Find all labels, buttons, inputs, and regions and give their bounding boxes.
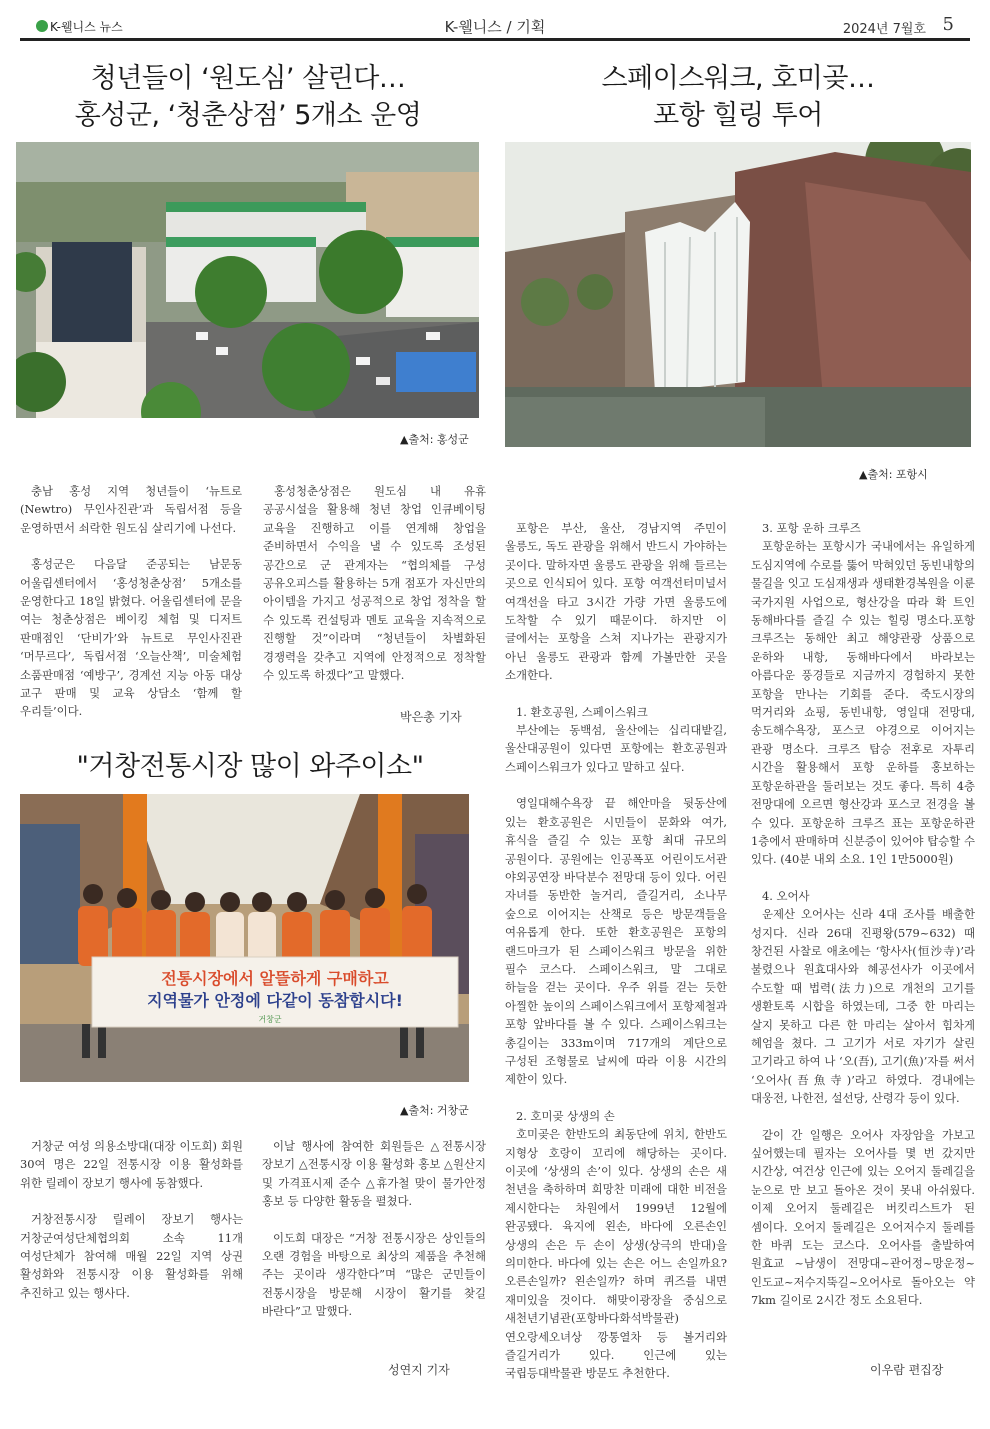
article2-column-2 bbox=[262, 1137, 486, 1321]
paragraph: 영일대해수욕장 끝 해안마을 뒷동산에 있는 환호공원은 시민들이 문화와 여가, 휴식을 즐길 수 있는 포항 최대 규모의 공원이다. 공원에는 인공폭포 어린이도서관 야외공연장 바닥분수 전망대 등이 있다. 어린 자녀를 동반한 놀거리, 즐길거리, 소나무 숲으로 이어지는 산책로 등은 방문객들을 여유롭게 한다. 또한 환호공원은 포항의 랜드마크가 된 스페이스워크 방문을 위한 필수 코스다. 스페이스워크, 말 그대로 하늘을 걷는 곳이다. 우주 위를 걷는 듯한 아찔한 높이의 스페이스워크에서 포항제철과 포항 앞바다를 볼 수 있다. 스페이스워크는 총길이는 333m이며 717개의 계단으로 구성된 조형물로 날씨에 따라 이용 시간의 제한이 있다. bbox=[505, 796, 727, 1087]
page-number: 5 bbox=[942, 14, 954, 35]
article2-title: "거창전통시장 많이 와주이소" bbox=[76, 751, 424, 782]
paragraph: 포항은 부산, 울산, 경남지역 주민이 울릉도, 독도 관광을 위해서 반드시 가야하는 곳이다. 말하자면 울릉도 관광을 위해 들르는 곳으로 인식되어 있다. 포항 여객선터미널서 여객선을 타고 3시간 가량 가면 울릉도에 도착할 수 있기 때문이다. 하지만 이 글에서는 포항을 스쳐 지나가는 관광지가 아닌 울릉도 관광과 함께 가볼만한 곳을 소개한다. bbox=[505, 521, 727, 683]
paragraph: 홍성청춘상점은 원도심 내 유휴 공공시설을 활용해 청년 창업 인큐베이팅 교육을 진행하고 이를 연계해 창업을 준비하면서 수익을 낼 수 있도록 조성된 공간으로 군 관계자는 “협의체를 구성 공유오피스를 활용하는 5개 점포가 자신만의 아이템을 가지고 성공적으로 창업 정착을 할 수 있도록 컨설팅과 멘토 교육을 지속적으로 진행할 것”이라며 “청년들이 차별화된 경쟁력을 갖추고 지역에 안정적으로 정착할 수 있도록 하겠다”고 말했다. bbox=[263, 484, 486, 683]
article1-byline: 박은총 기자 bbox=[400, 710, 462, 724]
article2-photo-credit: ▲출처: 거창군 bbox=[400, 1104, 469, 1117]
article1-title: 청년들이 ‘원도심’ 살린다… 홍성군, ‘청춘상점’ 5개소 운영 bbox=[74, 63, 422, 131]
paragraph: 이도희 대장은 “거창 전통시장은 상인들의 오랜 경험을 바탕으로 최상의 제품을 추천해 주는 곳이라 생각한다”며 “많은 군민들이 전통시장을 방문해 시장이 활기를 찾길 바란다”고 말했다. bbox=[262, 1230, 486, 1319]
subheading: 4. 오어사 bbox=[762, 888, 810, 903]
issue-date: 2024년 7월호 bbox=[842, 22, 926, 37]
banner-line2: 지역물가 안정에 다같이 동참합시다! bbox=[147, 991, 403, 1010]
article1-photo-aerial-building bbox=[16, 142, 479, 418]
header-rule bbox=[20, 38, 970, 41]
section-label: K-웰니스 / 기획 bbox=[444, 18, 546, 36]
article2-photo-market-group bbox=[20, 794, 469, 1082]
article3-photo-credit: ▲출처: 포항시 bbox=[859, 468, 928, 481]
paragraph: 거창군 여성 의용소방대(대장 이도희) 회원 30여 명은 22일 전통시장 이용 활성화를 위한 릴레이 장보기 행사에 동참했다. bbox=[20, 1139, 243, 1190]
article2-byline: 성연지 기자 bbox=[388, 1363, 450, 1377]
subheading: 1. 환호공원, 스페이스워크 bbox=[516, 704, 648, 719]
paragraph: 부산에는 동백섬, 울산에는 십리대밭길, 울산대공원이 있다면 포항에는 환호공원과 스페이스워크가 있다고 말하고 싶다. bbox=[505, 723, 727, 774]
article2-column-1 bbox=[20, 1137, 243, 1302]
paragraph: 거창전통시장 릴레이 장보기 행사는 거창군여성단체협의회 소속 11개 여성단체가 참여해 매월 22일 지역 상권 활성화와 전통시장 이용 활성화를 위해 추진하고 있는 행사다. bbox=[20, 1212, 243, 1300]
article3-title: 스페이스워크, 호미곶… 포항 힐링 투어 bbox=[601, 63, 875, 131]
paragraph: 운제산 오어사는 신라 4대 조사를 배출한 성지다. 신라 26대 진평왕(579~632) 때 창건된 사찰로 애초에는 ‘항사사(恒沙寺)’라 불렸으나 원효대사와 혜공선사가 이곳에서 수도할 때 법력(法力)으로 개천의 고기를 생환토록 시합을 하였는데, 그중 한 마리는 살지 못하고 다른 한 마리는 살아서 힘차게 헤엄을 쳤다. 그 고기가 서로 자기가 살린 고기라고 하여 나 ‘오(吾), 고기(魚)’자를 써서 ‘오어사(吾魚寺)’라고 하였다. 경내에는 대웅전, 나한전, 설선당, 산령각 등이 있다. bbox=[751, 907, 975, 1106]
article1-photo-credit: ▲출처: 홍성군 bbox=[400, 433, 469, 446]
article3-byline: 이우람 편집장 bbox=[870, 1363, 944, 1377]
page-header bbox=[20, 14, 970, 40]
article3-column-1 bbox=[505, 519, 727, 1383]
paragraph: 같이 간 일행은 오어사 자장암을 가보고 싶어했는데 필자는 오어사를 몇 번 갔지만 시간상, 여건상 인근에 있는 오어지 둘레길을 눈으로 만 보고 돌아온 것이 못내 아쉬웠다. 이제 오어지 둘레길은 버킷리스트가 된 셈이다. 오어지 둘레길은 오어저수지 둘레를 한 바퀴 도는 코스다. 오어사를 출발하여 원효교 ~남생이 전망대~관어정~망운정~인도교~저수지뚝길~오어사로 돌아오는 약 7km 길이로 2시간 정도 소요된다. bbox=[751, 1127, 975, 1308]
paragraph: 충남 홍성 지역 청년들이 ‘뉴트로(Newtro) 무인사진관’과 독립서점 등을 운영하면서 쇠락한 원도심 살리기에 나선다. bbox=[20, 484, 242, 535]
subheading: 3. 포항 운하 크루즈 bbox=[762, 521, 861, 535]
paragraph: 이날 행사에 참여한 회원들은 △전통시장 장보기 △전통시장 이용 활성화 홍보 △원산지 및 가격표시제 준수 △휴가철 맞이 물가안정 홍보 등 다양한 활동을 펼쳤다. bbox=[262, 1139, 486, 1209]
subheading: 2. 호미곶 상생의 손 bbox=[516, 1108, 615, 1123]
banner-logo: 거창군 bbox=[258, 1015, 282, 1024]
paragraph: 호미곶은 한반도의 최동단에 위치, 한반도 지형상 호랑이 꼬리에 해당하는 곳이다. 이곳에 ‘상생의 손’이 있다. 상생의 손은 새 천년을 축하하며 희망찬 미래에 대한 비전을 제시한다는 차원에서 1999년 12월에 완공됐다. 육지에 왼손, 바다에 오른손인 상생의 손은 두 손이 상생(상극의 반대)을 의미한다. 바다에 있는 손은 어느 손일까요? 오른손일까? 왼손일까? 하며 퀴즈를 내면 재미있을 것이다. 해맞이광장을 중심으로 새천년기념관(포항바다화석박물관) 연오랑세오녀상 깡통열차 등 볼거리와 즐길거리가 있다. 인근에 있는 국립등대박물관 방문도 추천한다. bbox=[505, 1127, 727, 1381]
paragraph: 홍성군은 다음달 준공되는 남문동 어울림센터에서 ‘홍성청춘상점’ 5개소를 운영한다고 18일 밝혔다. 어울림센터에 문을 여는 청춘상점은 베이킹 체험 및 디저트 판매점인 ‘단비가’와 뉴트로 무인사진관 ‘머무르다’, 독립서점 ‘오늘산책’, 미술체험 소품판매점 ‘예방구’, 경계선 지능 아동 대상 교구 판매 및 교육 상담소 ‘함께 할 우리들’이다. bbox=[20, 557, 242, 719]
article3-column-2 bbox=[751, 519, 975, 1310]
publication-logo: K-웰니스 뉴스 bbox=[36, 18, 123, 35]
paragraph: 포항운하는 포항시가 국내에서는 유일하게 도심지역에 수로를 뚫어 막혀있던 동빈내항의 물길을 잇고 도심재생과 생태환경복원을 이룬 국가지원 사업으로, 형산강을 따라 확 트인 동해바다를 즐길 수 있는 힐링 명소다.포항 크루즈는 동해안 최고 해양관광 상품으로 운하와 내항, 동해바다에서 바라보는 아름다운 풍경들로 지금까지 경험하지 못한 포항을 만나는 기회를 준다. 죽도시장의 먹거리와 쇼핑, 동빈내항, 영일대 전망대, 송도해수욕장, 포스코 야경으로 이어지는 관광 명소다. 크루즈 탑승 전후로 자투리 시간을 활용해서 포항 운하를 홍보하는 포항운하관을 둘러보는 것도 좋다. 특히 4층 전망대에 오르면 형산강과 포스코 전경을 볼 수 있다. 포항운하 크루즈 표는 포항운하관 1층에서 판매하며 신분증이 있어야 탑승할 수 있다. (40분 내외 소요. 1인 1만5000원) bbox=[751, 539, 975, 867]
article1-column-2 bbox=[263, 482, 486, 684]
banner-line1: 전통시장에서 알뜰하게 구매하고 bbox=[161, 969, 389, 988]
article1-column-1 bbox=[20, 482, 242, 721]
article3-photo-waterfall bbox=[505, 142, 971, 447]
